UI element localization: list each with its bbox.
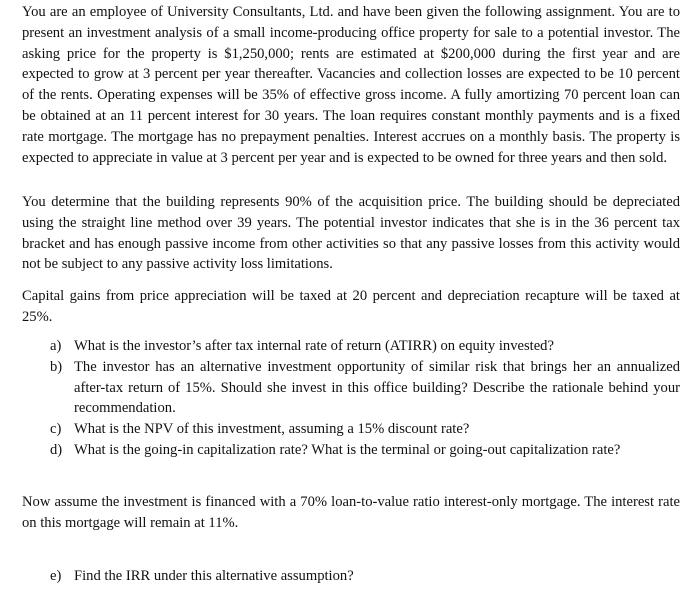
depreciation-paragraph: You determine that the building represents 90% of the acquisition price. The building should be depreciated using the straight line method over 39 years. The potential investor indicates that she is in the 36 percent tax bracket and has enough passive income from other activities so that any passive losses from this activity would not be subject to any passive activity loss limitations. <box>22 194 680 273</box>
question-text: The investor has an alternative investment opportunity of similar risk that brings her an annualized after-tax return of 15%. Should she invest in this office building? Describe the rationale behind your recommendation. <box>74 358 680 417</box>
question-list <box>50 336 680 461</box>
question-text: What is the NPV of this investment, assuming a 15% discount rate? <box>74 421 470 438</box>
question-item-d <box>50 440 680 461</box>
question-list-2 <box>50 566 680 587</box>
intro-paragraph: You are an employee of University Consultants, Ltd. and have been given the following assignment. You are to present an investment analysis of a small income-producing office property for sale to a potential investor. The asking price for the property is $1,250,000; rents are estimated at $200,000 during the first year and are expected to grow at 3 percent per year thereafter. Vacancies and collection losses are expected to be 10 percent of the rents. Operating expenses will be 35% of effective gross income. A fully amortizing 70 percent loan can be obtained at an 11 percent interest for 30 years. The loan requires constant monthly payments and is a fixed rate mortgage. The mortgage has no prepayment penalties. Interest accrues on a monthly basis. The property is expected to appreciate in value at 3 percent per year and is expected to be owned for three years and then sold. <box>22 4 680 166</box>
question-text: What is the going-in capitalization rate? What is the terminal or going-out capitalization rate? <box>74 441 621 458</box>
question-letter: b) <box>50 358 63 375</box>
alternative-financing-paragraph: Now assume the investment is financed with a 70% loan-to-value ratio interest-only mortgage. The interest rate on this mortgage will remain at 11%. <box>22 494 680 531</box>
question-item-c <box>50 419 680 440</box>
question-letter: d) <box>50 441 63 458</box>
question-text: What is the investor’s after tax internal rate of return (ATIRR) on equity invested? <box>74 338 554 354</box>
question-letter: e) <box>50 568 62 584</box>
question-letter: a) <box>50 338 62 354</box>
capital-gains-paragraph: Capital gains from price appreciation will be taxed at 20 percent and depreciation recapture will be taxed at 25%. <box>22 288 680 325</box>
question-item-e <box>50 566 680 587</box>
question-item-a <box>50 336 680 357</box>
question-text: Find the IRR under this alternative assumption? <box>74 568 354 584</box>
question-item-b <box>50 357 680 419</box>
question-letter: c) <box>50 421 62 438</box>
